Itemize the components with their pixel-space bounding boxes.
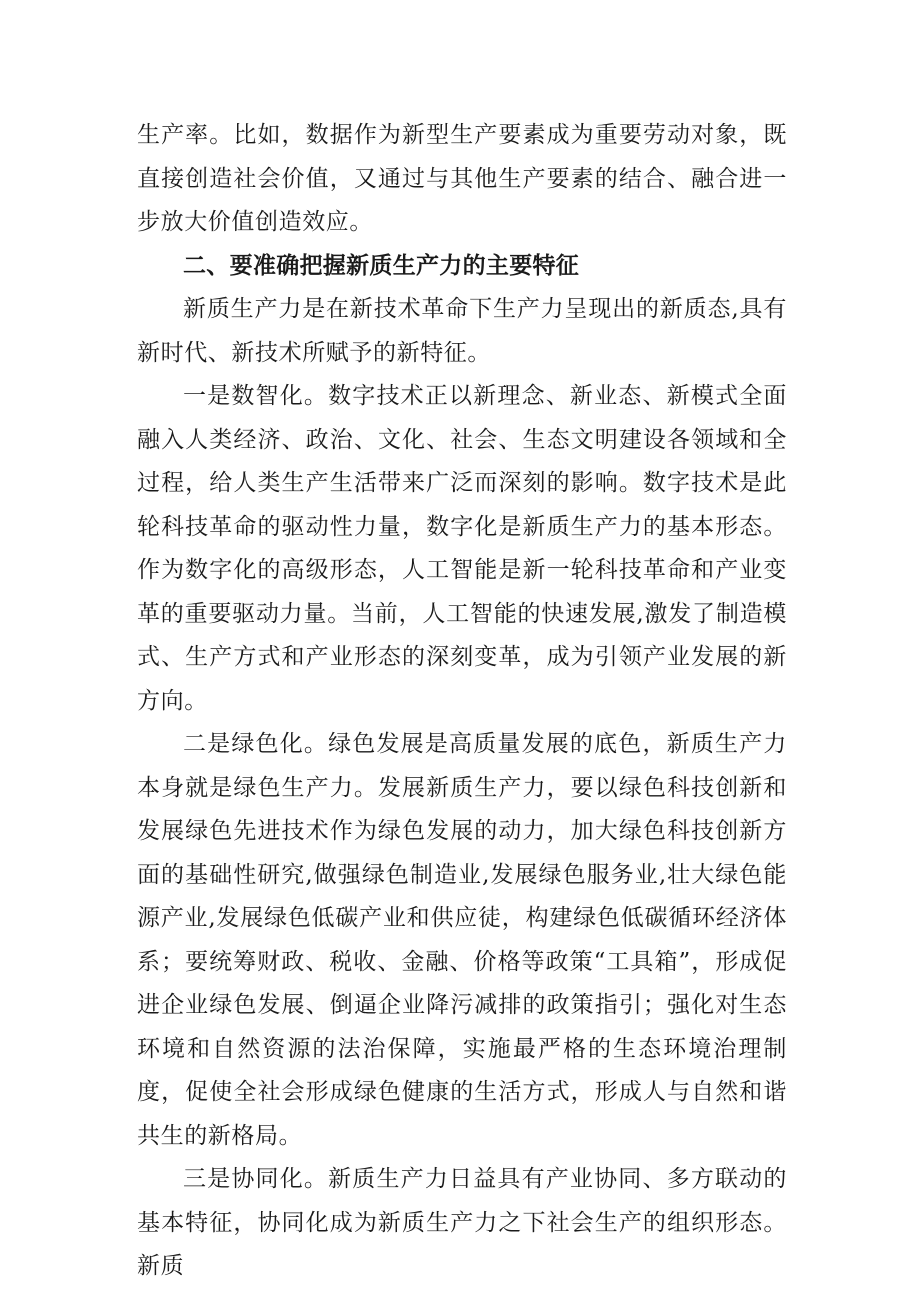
paragraph-intro: 新质生产力是在新技术革命下生产力呈现出的新质态,具有新时代、新技术所赋予的新特征。 [137, 296, 787, 366]
paragraph-digital-intelligence: 一是数智化。数字技术正以新理念、新业态、新模式全面融入人类经济、政治、文化、社会、生态文明建设各领域和全过程，给人类生产生活带来广泛而深刻的影响。数字技术是此轮科技革命的驱动性力量，数字化是新质生产力的基本形态。作为数字化的高级形态，人工智能是新一轮科技革命和产业变革的重要驱动力量。当前，人工智能的快速发展,激发了制造模式、生产方式和产业形态的深刻变革，成为引领产业发展的新方向。 [137, 383, 787, 714]
paragraph-green: 二是绿色化。绿色发展是高质量发展的底色，新质生产力本身就是绿色生产力。发展新质生产力，要以绿色科技创新和发展绿色先进技术作为绿色发展的动力，加大绿色科技创新方面的基础性研究,做强绿色制造业,发展绿色服务业,壮大绿色能源产业,发展绿色低碳产业和供应徒，构建绿色低碳循环经济体系；要统筹财政、税收、金融、价格等政策“工具箱”，形成促进企业绿色发展、倒逼企业降污减排的政策指引；强化对生态环境和自然资源的法治保障，实施最严格的生态环境治理制度，促使全社会形成绿色健康的生活方式，形成人与自然和谐共生的新格局。 [137, 731, 787, 1149]
paragraph-collaboration: 三是协同化。新质生产力日益具有产业协同、多方联动的基本特征，协同化成为新质生产力之下社会生产的组织形态。新质 [137, 1166, 787, 1279]
section-heading: 二、要准确把握新质生产力的主要特征 [183, 252, 580, 279]
document-body [137, 114, 787, 1289]
paragraph-continuation: 生产率。比如，数据作为新型生产要素成为重要劳动对象，既直接创造社会价值，又通过与其他生产要素的结合、融合进一步放大价值创造效应。 [137, 122, 787, 235]
